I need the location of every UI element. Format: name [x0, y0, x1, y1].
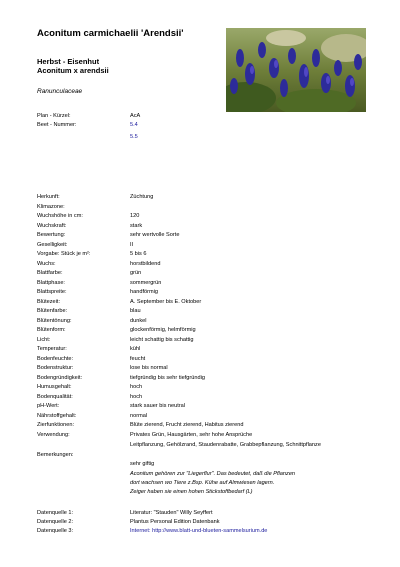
property-label: Wuchskraft: — [37, 222, 67, 229]
source-label: Datenquelle 2: — [37, 519, 74, 525]
property-value: blau — [130, 308, 141, 314]
german-name: Herbst - Eisenhut — [37, 57, 100, 66]
property-label: Humusgehalt: — [37, 384, 72, 390]
source-label: Datenquelle 1: — [37, 510, 74, 516]
property-value: horstbildend — [130, 260, 161, 267]
property-value: Züchtung — [130, 194, 154, 200]
bemerkung-line: Zeiger haben sie einen hohen Stickstoffbedarf (L) — [130, 489, 253, 495]
property-label: Herkunft: — [37, 194, 60, 200]
property-value: Privates Grün, Hausgärten, sehr hohe Ansprüche — [130, 431, 253, 438]
property-label: Bodengründigkeit: — [37, 374, 83, 381]
property-value: grün — [130, 270, 142, 276]
property-label: Vorgabe: Stück je m²: — [37, 251, 91, 257]
property-value: hoch — [130, 393, 143, 400]
property-value: normal — [130, 412, 148, 419]
property-label: Blütenfarbe: — [37, 308, 68, 314]
source-link[interactable]: Internet: http://www.blatt-und-blueten-sammelsurium.de — [130, 528, 268, 534]
property-value: 5 bis 6 — [130, 251, 147, 257]
property-value: lose bis normal — [130, 365, 168, 371]
property-label: Zierfunktionen: — [37, 422, 75, 428]
property-value: feucht — [130, 355, 146, 362]
property-label: Wuchs: — [37, 260, 56, 267]
source-value: Literatur: "Stauden" Willy Seyffert — [130, 510, 213, 516]
property-value: stark — [130, 222, 143, 229]
plant-title: Aconitum carmichaelii 'Arendsii' — [37, 28, 184, 39]
property-value: dunkel — [130, 317, 147, 324]
property-label: Geselligkeit: — [37, 241, 68, 248]
plant-photo — [226, 28, 366, 112]
property-label: Nährstoffgehalt: — [37, 412, 77, 419]
property-label: Bodenqualität: — [37, 393, 73, 400]
property-value: II — [130, 241, 134, 248]
verwendung-extra: Leitpflanzung, Gehölzrand, Staudenrabatte, Grabbepflanzung, Schnittpflanze — [130, 442, 321, 448]
source-label: Datenquelle 3: — [37, 528, 74, 534]
botanical-name: Aconitum x arendsii — [37, 66, 109, 75]
property-label: pH-Wert: — [37, 403, 60, 409]
plan-kuerzel-value: AcA — [130, 113, 141, 119]
property-value: Blüte zierend, Frucht zierend, Habitus zierend — [130, 422, 244, 428]
beet-value-1[interactable]: 5.4 — [130, 122, 138, 128]
property-value: glockenförmig, helmförmig — [130, 327, 196, 333]
property-value: sommergrün — [130, 279, 162, 286]
beet-label: Beet - Nummer: — [37, 122, 77, 128]
property-label: Blütentönung: — [37, 317, 72, 324]
plant-family: Ranunculaceae — [37, 88, 83, 95]
property-label: Bodenstruktur: — [37, 365, 74, 371]
bemerkung-line: sehr giftig — [130, 461, 155, 467]
bemerkung-line: Aconitum gehören zur "Liegerflur". Das bedeutet, daß die Pflanzen — [130, 471, 296, 477]
plan-kuerzel-label: Plan - Kürzel: — [37, 113, 71, 119]
property-value: tiefgründig bis sehr tiefgründig — [130, 374, 205, 381]
property-value: A. September bis E. Oktober — [130, 298, 202, 305]
property-label: Wuchshöhe in cm: — [37, 213, 83, 219]
property-label: Blattfarbe: — [37, 270, 63, 276]
property-value: sehr wertvolle Sorte — [130, 232, 180, 238]
property-label: Verwendung: — [37, 431, 70, 438]
bemerkungen-label: Bemerkungen: — [37, 452, 74, 458]
property-label: Blütezeit: — [37, 298, 61, 305]
source-value: Plantus Personal Edition Datenbank — [130, 519, 220, 525]
property-value: hoch — [130, 384, 143, 390]
property-value: kühl — [130, 346, 141, 352]
property-label: Blattphase: — [37, 279, 65, 286]
property-label: Blütenform: — [37, 327, 66, 333]
property-label: Licht: — [37, 336, 51, 343]
property-label: Klimazone: — [37, 203, 65, 210]
property-label: Temperatur: — [37, 346, 67, 352]
property-value: stark sauer bis neutral — [130, 403, 186, 409]
property-value: handförmig — [130, 289, 158, 295]
property-label: Bewertung: — [37, 232, 66, 238]
beet-value-2[interactable]: 5.5 — [130, 134, 138, 140]
property-value: leicht schattig bis schattig — [130, 336, 194, 343]
property-value: 120 — [130, 213, 140, 219]
property-label: Blattspreite: — [37, 289, 67, 295]
aconitum-flower-image — [226, 28, 366, 112]
property-label: Bodenfeuchte: — [37, 355, 74, 362]
bemerkung-line: dort wachsen wo Tiere z.Bsp. Kühe auf Almwiesen lagern. — [130, 480, 275, 486]
